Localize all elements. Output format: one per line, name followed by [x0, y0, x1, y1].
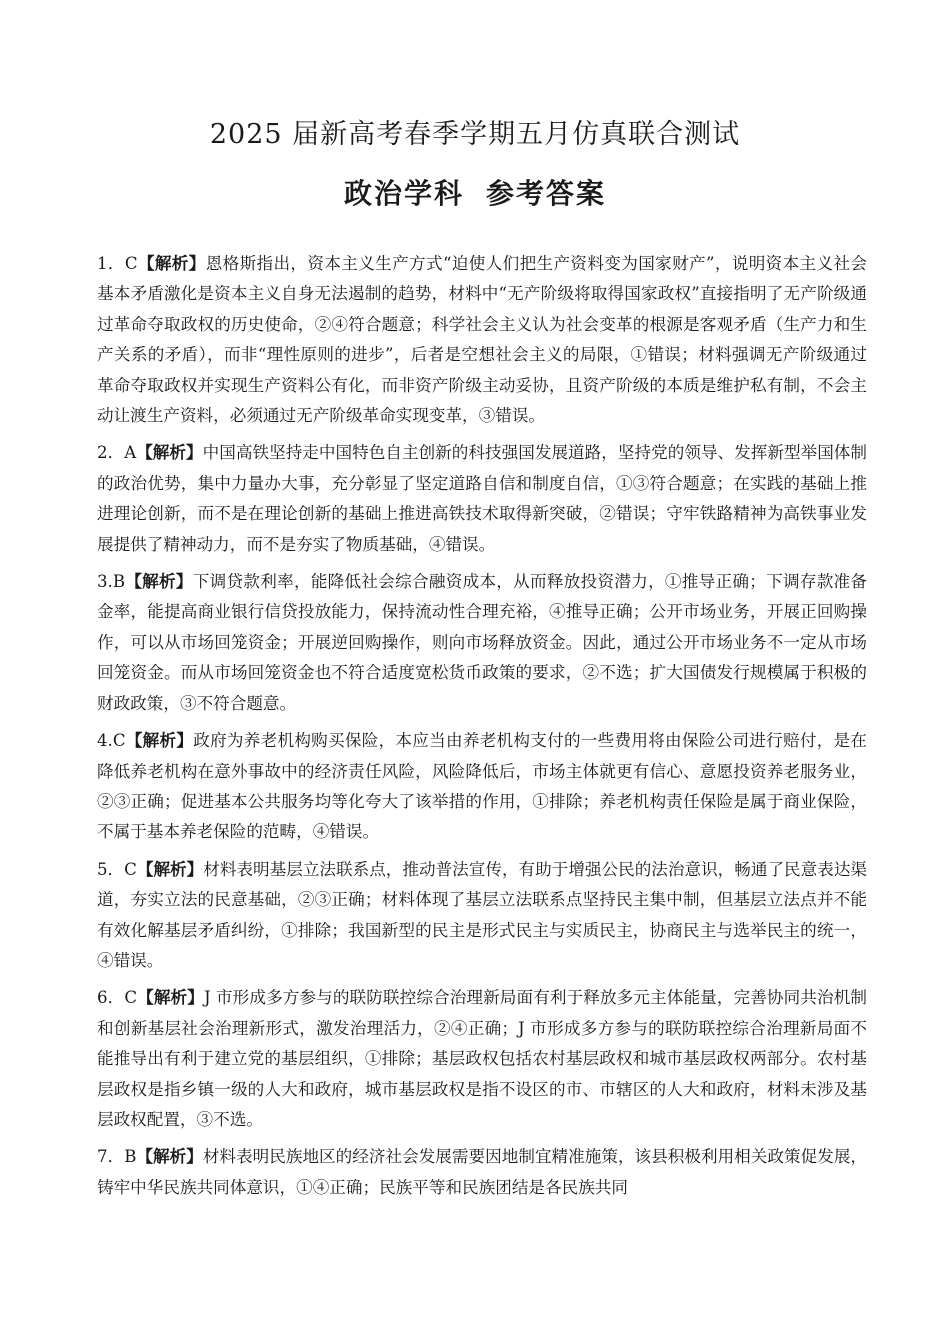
answer-list	[97, 248, 867, 1209]
analysis-tag: 【解析】	[125, 730, 194, 751]
item-number: 7．	[97, 1147, 125, 1167]
item-explanation: 政府为养老机构购买保险，本应当由养老机构支付的一些费用将由保险公司进行赔付，是在降低养老机构在意外事故中的经济责任风险，风险降低后，市场主体就更有信心、意愿投资养老服务业，②③正确；促进基本公共服务均等化夸大了该举措的作用，①排除；养老机构责任保险是属于商业保险，不属于基本养老保险的范畴，④错误。	[97, 731, 868, 842]
analysis-tag: 【解析】	[137, 987, 204, 1008]
item-explanation: 材料表明基层立法联系点，推动普法宣传，有助于增强公民的法治意识，畅通了民意表达渠道，夯实立法的民意基础，②③正确；材料体现了基层立法联系点坚持民主集中制，但基层立法点并不能有效化解基层矛盾纠纷，①排除；我国新型的民主是形式民主与实质民主，协商民主与选举民主的统一，④错误。	[97, 859, 868, 970]
analysis-tag: 【解析】	[136, 858, 204, 879]
answer-item-2	[97, 437, 867, 560]
item-explanation: 材料表明民族地区的经济社会发展需要因地制宜精准施策，该县积极利用相关政策促发展，铸牢中华民族共同体意识，①④正确；民族平等和民族团结是各民族共同	[97, 1147, 868, 1197]
answer-item-6	[97, 982, 867, 1135]
analysis-tag: 【解析】	[125, 571, 193, 592]
item-number: 1．	[97, 254, 125, 273]
answer-item-5	[97, 854, 867, 977]
answer-item-4	[97, 725, 867, 848]
item-answer: C	[112, 731, 126, 751]
analysis-tag: 【解析】	[137, 253, 206, 273]
item-answer: C	[124, 254, 138, 273]
item-number: 6．	[97, 988, 125, 1008]
item-number: 5．	[97, 859, 125, 879]
analysis-tag: 【解析】	[136, 442, 203, 463]
page-subtitle	[0, 172, 950, 212]
answer-item-3	[97, 566, 867, 719]
answer-item-1	[97, 248, 867, 431]
item-explanation: 恩格斯指出，资本主义生产方式“迫使人们把生产资料变为国家财产”，说明资本主义社会基本矛盾激化是资本主义自身无法遏制的趋势，材料中“无产阶级将取得国家政权”直接指明了无产阶级通过革命夺取政权的历史使命，②④符合题意；科学社会主义认为社会变革的根源是客观矛盾（生产力和生产关系的矛盾），而非“理性原则的进步”，后者是空想社会主义的局限，①错误；材料强调无产阶级通过革命夺取政权并实现生产资料公有化，而非资产阶级主动妥协，且资产阶级的本质是维护私有制，不会主动让渡生产资料，必须通过无产阶级革命实现变革，③错误。	[97, 254, 867, 426]
item-answer: B	[124, 1147, 137, 1167]
item-number: 4.	[97, 731, 113, 751]
answer-item-7	[97, 1141, 867, 1203]
item-number: 2．	[97, 443, 125, 463]
item-explanation: J 市形成多方参与的联防联控综合治理新局面有利于释放多元主体能量，完善协同共治机制和创新基层社会治理新形式，激发治理活力，②④正确；J 市形成多方参与的联防联控综合治理新局面不能推导出有利于建立党的基层组织，①排除；基层政权包括农村基层政权和城市基层政权两部分。农村基层政权是指乡镇一级的人大和政府，城市基层政权是指不设区的市、市辖区的人大和政府，材料未涉及基层政权配置，③不选。	[97, 988, 867, 1129]
item-answer: A	[124, 443, 137, 463]
item-explanation: 中国高铁坚持走中国特色自主创新的科技强国发展道路，坚持党的领导、发挥新型举国体制的政治优势，集中力量办大事，充分彰显了坚定道路自信和制度自信，①③符合题意；在实践的基础上推进理论创新，而不是在理论创新的基础上推进高铁技术取得新突破，②错误；守牢铁路精神为高铁事业发展提供了精神动力，而不是夯实了物质基础，④错误。	[97, 443, 868, 554]
item-answer: B	[112, 572, 126, 592]
page-title: 2025 届新高考春季学期五月仿真联合测试	[209, 119, 741, 150]
answer-key-label: 参考答案	[486, 177, 607, 210]
item-explanation: 下调贷款利率，能降低社会综合融资成本，从而释放投资潜力，①推导正确；下调存款准备金率，能提高商业银行信贷投放能力，保持流动性合理充裕，④推导正确；公开市场业务，开展正回购操作，可以从市场回笼资金；开展逆回购操作，则向市场释放资金。因此，通过公开市场业务不一定从市场回笼资金。而从市场回笼资金也不符合适度宽松货币政策的要求，②不选；扩大国债发行规模属于积极的财政政策，③不符合题意。	[97, 572, 868, 713]
item-answer: C	[124, 988, 138, 1008]
item-number: 3.	[97, 572, 113, 592]
subject-label: 政治学科	[343, 177, 464, 210]
analysis-tag: 【解析】	[136, 1146, 203, 1167]
item-answer: C	[124, 859, 137, 879]
